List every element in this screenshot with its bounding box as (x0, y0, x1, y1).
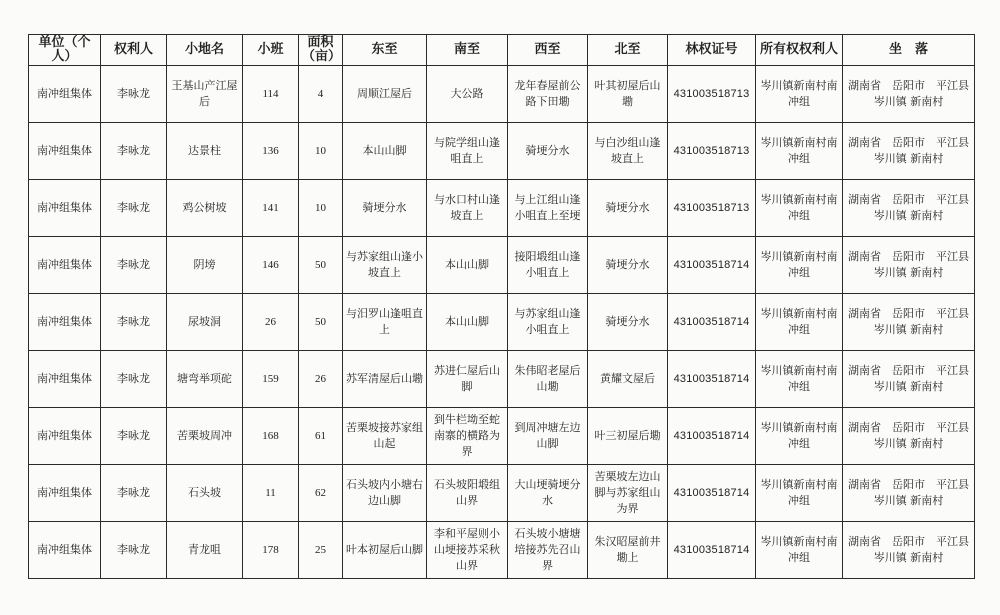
cell-owner: 岑川镇新南村南冲组 (756, 180, 843, 237)
table-row (29, 123, 975, 180)
cell-north: 与白沙组山逢坡直上 (588, 123, 668, 180)
table-row (29, 465, 975, 522)
header-west: 西至 (508, 35, 588, 66)
cell-plot: 141 (243, 180, 299, 237)
cell-location: 湖南省 岳阳市 平江县 岑川镇 新南村 (843, 465, 975, 522)
cell-east: 苏军清屋后山墈 (343, 351, 427, 408)
cell-west: 骑埂分水 (508, 123, 588, 180)
cell-area: 10 (299, 123, 343, 180)
cell-location: 湖南省 岳阳市 平江县 岑川镇 新南村 (843, 294, 975, 351)
cell-north: 骑埂分水 (588, 180, 668, 237)
cell-plot: 11 (243, 465, 299, 522)
cell-unit: 南冲组集体 (29, 465, 101, 522)
cell-unit: 南冲组集体 (29, 408, 101, 465)
cell-owner: 岑川镇新南村南冲组 (756, 123, 843, 180)
cell-area: 50 (299, 237, 343, 294)
cell-west: 朱伟昭老屋后山墈 (508, 351, 588, 408)
cell-location: 湖南省 岳阳市 平江县 岑川镇 新南村 (843, 180, 975, 237)
table-row (29, 522, 975, 579)
cell-south: 本山山脚 (427, 237, 508, 294)
cell-owner: 岑川镇新南村南冲组 (756, 294, 843, 351)
cell-south: 苏进仁屋后山脚 (427, 351, 508, 408)
cell-south: 与水口村山逢坡直上 (427, 180, 508, 237)
table-row (29, 66, 975, 123)
cell-place: 王基山产江屋后 (167, 66, 243, 123)
cell-owner: 岑川镇新南村南冲组 (756, 66, 843, 123)
table-row (29, 180, 975, 237)
cell-area: 62 (299, 465, 343, 522)
cell-cert: 431003518714 (668, 408, 756, 465)
cell-north: 黄耀文屋后 (588, 351, 668, 408)
header-plot: 小班 (243, 35, 299, 66)
table-row (29, 237, 975, 294)
header-south: 南至 (427, 35, 508, 66)
cell-unit: 南冲组集体 (29, 66, 101, 123)
cell-south: 石头坡阳塅组山界 (427, 465, 508, 522)
cell-location: 湖南省 岳阳市 平江县 岑川镇 新南村 (843, 123, 975, 180)
cell-area: 26 (299, 351, 343, 408)
cell-south: 与院学组山逢咀直上 (427, 123, 508, 180)
cell-place: 阴塝 (167, 237, 243, 294)
cell-holder: 李咏龙 (101, 123, 167, 180)
cell-place: 石头坡 (167, 465, 243, 522)
cell-cert: 431003518714 (668, 522, 756, 579)
cell-south: 本山山脚 (427, 294, 508, 351)
cell-north: 骑埂分水 (588, 237, 668, 294)
cell-holder: 李咏龙 (101, 294, 167, 351)
cell-place: 达景柱 (167, 123, 243, 180)
cell-owner: 岑川镇新南村南冲组 (756, 522, 843, 579)
cell-area: 50 (299, 294, 343, 351)
cell-area: 10 (299, 180, 343, 237)
cell-holder: 李咏龙 (101, 66, 167, 123)
cell-east: 石头坡内小塘右边山脚 (343, 465, 427, 522)
cell-east: 与苏家组山逢小坡直上 (343, 237, 427, 294)
cell-west: 与上江组山逢小咀直上至埂 (508, 180, 588, 237)
cell-unit: 南冲组集体 (29, 351, 101, 408)
cell-plot: 136 (243, 123, 299, 180)
cell-holder: 李咏龙 (101, 408, 167, 465)
cell-place: 尿坡洞 (167, 294, 243, 351)
cell-east: 苦栗坡接苏家组山起 (343, 408, 427, 465)
cell-west: 龙年春屋前公路下田墈 (508, 66, 588, 123)
cell-unit: 南冲组集体 (29, 522, 101, 579)
cell-west: 大山埂骑埂分水 (508, 465, 588, 522)
cell-cert: 431003518714 (668, 294, 756, 351)
cell-plot: 114 (243, 66, 299, 123)
cell-cert: 431003518714 (668, 237, 756, 294)
cell-cert: 431003518714 (668, 465, 756, 522)
cell-cert: 431003518714 (668, 351, 756, 408)
cell-cert: 431003518713 (668, 180, 756, 237)
cell-plot: 159 (243, 351, 299, 408)
header-row (29, 35, 975, 66)
cell-west: 石头坡小塘塘培接苏先召山界 (508, 522, 588, 579)
cell-holder: 李咏龙 (101, 351, 167, 408)
table-row (29, 408, 975, 465)
cell-plot: 26 (243, 294, 299, 351)
cell-owner: 岑川镇新南村南冲组 (756, 465, 843, 522)
cell-west: 接阳塅组山逢小咀直上 (508, 237, 588, 294)
cell-holder: 李咏龙 (101, 180, 167, 237)
header-area: 面积（亩） (299, 35, 343, 66)
cell-cert: 431003518713 (668, 123, 756, 180)
table-row (29, 294, 975, 351)
cell-owner: 岑川镇新南村南冲组 (756, 237, 843, 294)
header-place: 小地名 (167, 35, 243, 66)
cell-place: 塘弯举项砣 (167, 351, 243, 408)
cell-north: 叶其初屋后山墈 (588, 66, 668, 123)
cell-plot: 178 (243, 522, 299, 579)
cell-area: 61 (299, 408, 343, 465)
cell-unit: 南冲组集体 (29, 237, 101, 294)
cell-location: 湖南省 岳阳市 平江县 岑川镇 新南村 (843, 408, 975, 465)
cell-east: 周顺江屋后 (343, 66, 427, 123)
cell-location: 湖南省 岳阳市 平江县 岑川镇 新南村 (843, 66, 975, 123)
cell-north: 叶三初屋后墈 (588, 408, 668, 465)
cell-location: 湖南省 岳阳市 平江县 岑川镇 新南村 (843, 237, 975, 294)
header-owner: 所有权权利人 (756, 35, 843, 66)
cell-north: 骑埂分水 (588, 294, 668, 351)
cell-north: 苦栗坡左边山脚与苏家组山为界 (588, 465, 668, 522)
cell-cert: 431003518713 (668, 66, 756, 123)
cell-holder: 李咏龙 (101, 237, 167, 294)
cell-west: 到周冲塘左边山脚 (508, 408, 588, 465)
cell-area: 25 (299, 522, 343, 579)
cell-owner: 岑川镇新南村南冲组 (756, 408, 843, 465)
header-unit: 单位（个人） (29, 35, 101, 66)
cell-unit: 南冲组集体 (29, 294, 101, 351)
cell-location: 湖南省 岳阳市 平江县 岑川镇 新南村 (843, 522, 975, 579)
cell-east: 本山山脚 (343, 123, 427, 180)
header-cert: 林权证号 (668, 35, 756, 66)
cell-south: 大公路 (427, 66, 508, 123)
cell-location: 湖南省 岳阳市 平江县 岑川镇 新南村 (843, 351, 975, 408)
cell-holder: 李咏龙 (101, 465, 167, 522)
forest-rights-table (28, 34, 975, 579)
cell-unit: 南冲组集体 (29, 180, 101, 237)
cell-east: 与汨罗山逢咀直上 (343, 294, 427, 351)
cell-unit: 南冲组集体 (29, 123, 101, 180)
cell-holder: 李咏龙 (101, 522, 167, 579)
cell-east: 骑埂分水 (343, 180, 427, 237)
header-location: 坐 落 (843, 35, 975, 66)
cell-place: 鸡公树坡 (167, 180, 243, 237)
cell-place: 苦栗坡周冲 (167, 408, 243, 465)
header-holder: 权利人 (101, 35, 167, 66)
cell-area: 4 (299, 66, 343, 123)
cell-south: 李和平屋则小山埂接苏采秋山界 (427, 522, 508, 579)
cell-west: 与苏家组山逢小咀直上 (508, 294, 588, 351)
cell-plot: 168 (243, 408, 299, 465)
header-east: 东至 (343, 35, 427, 66)
cell-south: 到牛栏坳至蛇南寨的横路为界 (427, 408, 508, 465)
cell-owner: 岑川镇新南村南冲组 (756, 351, 843, 408)
header-north: 北至 (588, 35, 668, 66)
cell-east: 叶本初屋后山脚 (343, 522, 427, 579)
table-row (29, 351, 975, 408)
cell-north: 朱汉昭屋前井墈上 (588, 522, 668, 579)
cell-plot: 146 (243, 237, 299, 294)
cell-place: 青龙咀 (167, 522, 243, 579)
